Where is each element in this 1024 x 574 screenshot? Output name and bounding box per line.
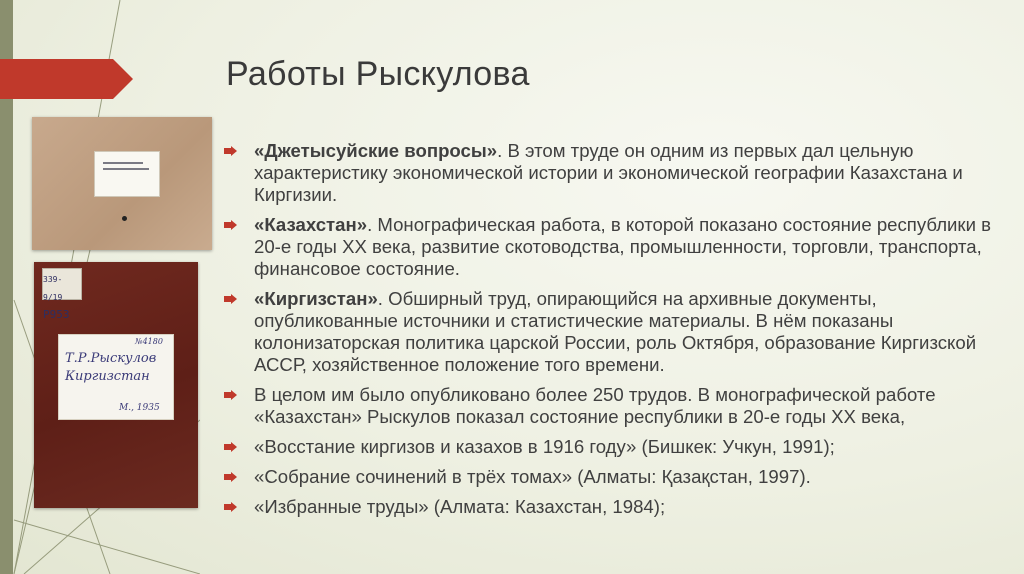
title-card <box>58 334 174 420</box>
bullet-text: . В этом труде он одним из первых дал цельную характеристику экономической истории и экономической географии Казахстана и Киргизии. <box>254 140 963 205</box>
book-cover-photo-2 <box>34 262 198 508</box>
sticker-line-2: Р953 <box>43 308 70 321</box>
bullet-item <box>224 496 994 518</box>
bullet-text: «Собрание сочинений в трёх томах» (Алматы: Қазақстан, 1997). <box>254 466 811 487</box>
bullet-item <box>224 436 994 458</box>
bullet-arrow-icon <box>224 390 237 400</box>
bullet-text: . Монографическая работа, в которой показано состояние республики в 20-е годы XX века, развитие скотоводства, промышленности, торговли, транспорта, финансовое состояние. <box>254 214 991 279</box>
bullet-arrow-icon <box>224 442 237 452</box>
bullet-item <box>224 288 994 376</box>
bullet-arrow-icon <box>224 146 237 156</box>
bullet-text: В целом им было опубликовано более 250 трудов. В монографической работе «Казахстан» Рыскулов показал состояние республики в 20-е годы XX века, <box>254 384 936 427</box>
bullet-arrow-icon <box>224 294 237 304</box>
title-accent-arrow <box>0 59 133 99</box>
card-number: №4180 <box>135 337 163 346</box>
bullet-list <box>224 140 994 526</box>
bullet-arrow-icon <box>224 502 237 512</box>
bullet-item <box>224 384 994 428</box>
bullet-item <box>224 466 994 488</box>
card-title: Киргизстан <box>65 369 150 384</box>
book-cover-photo-1 <box>32 117 212 250</box>
bullet-text: «Избранные труды» (Алмата: Казахстан, 1984); <box>254 496 666 517</box>
slide-title: Работы Рыскулова <box>226 55 530 93</box>
card-year: М., 1935 <box>119 403 160 413</box>
bullet-arrow-icon <box>224 220 237 230</box>
bullet-lead: «Киргизстан» <box>254 288 378 309</box>
bullet-lead: «Казахстан» <box>254 214 368 235</box>
library-sticker <box>42 268 82 321</box>
bullet-text: «Восстание киргизов и казахов в 1916 году» (Бишкек: Учкун, 1991); <box>254 436 835 457</box>
bullet-item <box>224 140 994 206</box>
card-author: Т.Р.Рыскулов <box>65 351 157 366</box>
cover-label <box>94 151 160 197</box>
bullet-text: . Обширный труд, опирающийся на архивные документы, опубликованные источники и статистические материалы. В нём показаны колонизаторская политика царской России, роль Октября, образование Киргизской АССР, хозяйственное положение того времени. <box>254 288 977 375</box>
bullet-lead: «Джетысуйские вопросы» <box>254 140 498 161</box>
binding-hole <box>122 216 127 221</box>
bullet-item <box>224 214 994 280</box>
sticker-line-1: 339-9/19 <box>43 275 63 302</box>
bullet-arrow-icon <box>224 472 237 482</box>
